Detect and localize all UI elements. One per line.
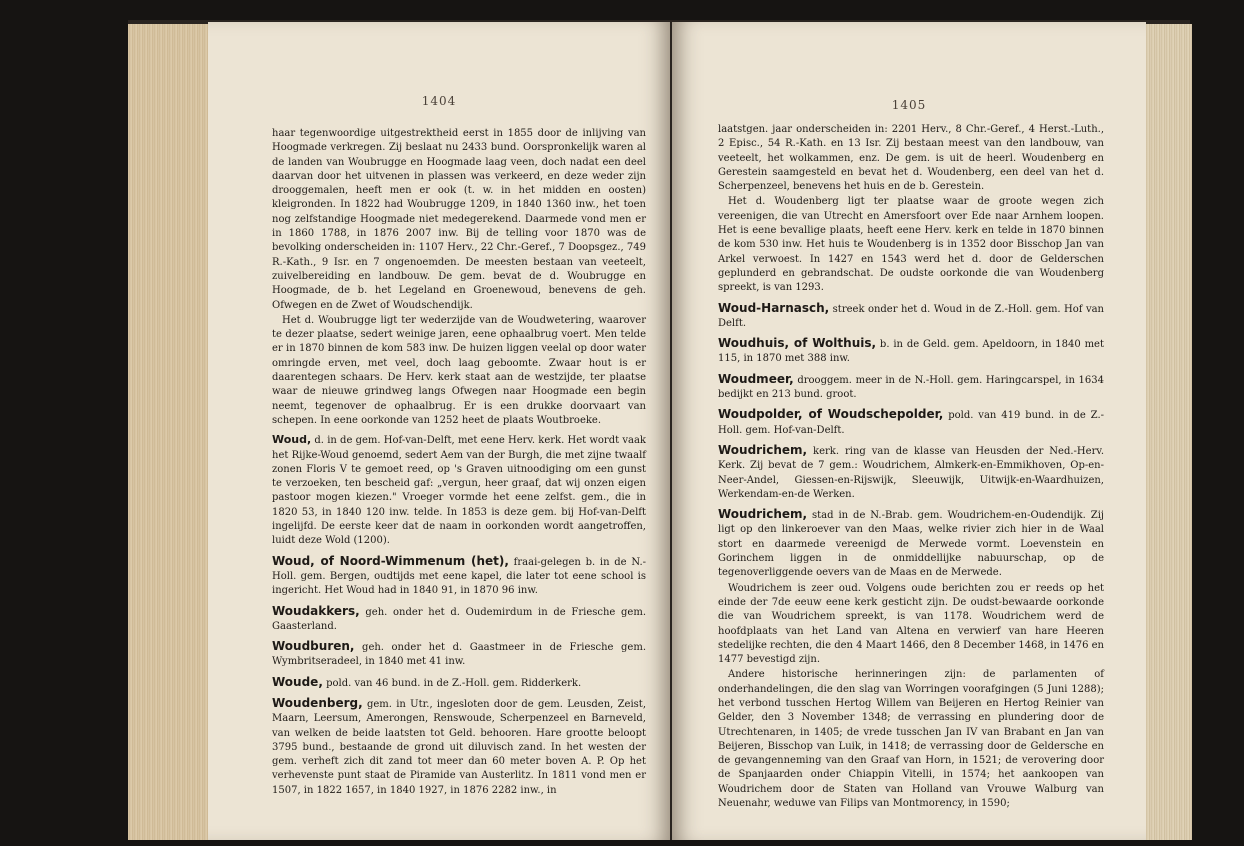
paragraph: haar tegenwoordige uitgestrektheid eerst in 1855 door de inlijving van Hoogmade verkregen. Zij beslaat nu 2433 bund. Oorspronkelijk waren al de landen van Woubrugge en Hoogmade laag veen, doch nadat een deel daarvan door het uitvenen in plassen was verkeerd, en deze weder zijn drooggemalen, heeft men er ook (t. w. in het midden en oosten) kleigronden. In 1822 had Woubrugge 1209, in 1840 1360 inw., het toen nog zelfstandige Hoogmade niet medegerekend. Daarmede vond men er in 1860 1788, in 1876 2007 inw. Bij de telling voor 1870 was de bevolking onderscheiden in: 1107 Herv., 22 Chr.-Geref., 7 Doopsgez., 749 R.-Kath., 9 Isr. en 7 ongenoemden. De meesten bestaan van veeteelt, zuivelbereiding en landbouw. De gem. bevat de d. Woubrugge en Hoogmade, de b. het Legeland en Groenewoud, benevens de geh. Ofwegen en de Zwet of Woudschendijk. bbox=[272, 128, 646, 311]
right-page-edges bbox=[1140, 24, 1192, 840]
entry-woudhuis: Woudhuis, of Wolthuis, b. in de Geld. gem. Apeldoorn, in 1840 met 115, in 1870 met 388 inw. bbox=[718, 336, 1104, 365]
entry-woudburen: Woudburen, geh. onder het d. Gaastmeer in de Friesche gem. Wymbritseradeel, in 1840 met 41 inw. bbox=[272, 639, 646, 668]
page-number: 1405 bbox=[891, 98, 927, 112]
entry-headword: Woud, of Noord-Wimmenum (het), bbox=[272, 553, 509, 568]
entry-headword: Woudmeer, bbox=[718, 371, 794, 386]
entry-headword: Woudhuis, of Wolthuis, bbox=[718, 336, 877, 351]
page-number: 1404 bbox=[421, 94, 457, 108]
paragraph: Woudrichem is zeer oud. Volgens oude berichten zou er reeds op het einde der 7de eeuw eene kerk gesticht zijn. De oudst-bewaarde oorkonde die van Woudrichem spreekt, is van 1178. Woudrichem werd de hoofdplaats van het Land van Altena en verwierf van hare Heeren stedelijke rechten, die den 4 Maart 1466, den 8 December 1468, in 1476 en 1477 bevestigd zijn. bbox=[718, 582, 1104, 666]
entry-headword: Woud, bbox=[272, 433, 312, 447]
entry-woud: Woud, d. in de gem. Hof-van-Delft, met eene Herv. kerk. Het wordt vaak het Rijke-Woud genoemd, sedert Aem van der Burgh, die met zijne twaalf zonen Floris V te gemoet reed, op 's Graven uitnoodiging om een gunst te verzoeken, ten bescheid gaf: „vergun, heer graaf, dat wij onzen eigen pastoor mogen kiezen." Vroeger vormde het eene zelfst. gem., die in 1820 53, in 1840 120 inw. telde. In 1853 is deze gem. bij Hof-van-Delft ingelijfd. De eerste keer dat de naam in oorkonden wordt aangetroffen, luidt deze Wold (1200). bbox=[272, 433, 646, 547]
left-page bbox=[208, 22, 670, 840]
entry-woud-harnasch: Woud-Harnasch, streek onder het d. Woud in de Z.-Holl. gem. Hof van Delft. bbox=[718, 300, 1104, 329]
left-page-text bbox=[272, 126, 646, 798]
entry-woudmeer: Woudmeer, drooggem. meer in de N.-Holl. gem. Haringcarspel, in 1634 bedijkt en 213 bund. groot. bbox=[718, 371, 1104, 401]
entry-headword: Woudburen, bbox=[272, 639, 355, 654]
entry-headword: Woud-Harnasch, bbox=[718, 300, 830, 315]
entry-headword: Woudrichem, bbox=[718, 442, 808, 457]
entry-headword: Woudrichem, bbox=[718, 507, 808, 522]
entry-woudenberg: Woudenberg, gem. in Utr., ingesloten door de gem. Leusden, Zeist, Maarn, Leersum, Amerongen, Renswoude, Scherpenzeel en Barneveld, van welken de beide laatsten tot Geld. behooren. Hare grootte beloopt 3795 bund., bestaande de grond uit diluvisch zand. In het westen der gem. verheft zich dit zand tot meer dan 60 meter boven A. P. Op het verhevenste punt staat de Piramide van Austerlitz. In 1811 vond men er 1507, in 1822 1657, in 1840 1927, in 1876 2282 inw., in bbox=[272, 695, 646, 796]
paragraph: Andere historische herinneringen zijn: de parlamenten of onderhandelingen, die den slag van Worringen voorafgingen (5 Juni 1288); het verbond tusschen Hertog Willem van Beijeren en Hertog Reinier van Gelder, den 3 November 1348; de verrassing en plundering door de Utrechtenaren, in 1405; de vrede tusschen Jan IV van Brabant en Jan van Beijeren, Bisschop van Luik, in 1418; de verrassing door de Geldersche en de gevangenneming van den Graaf van Horn, in 1521; de verovering door de Spanjaarden onder Chiappin Vitelli, in 1574; het aankoopen van Woudrichem door de Staten van Holland van Vrouwe Walburg van Neuenahr, weduwe van Filips van Montmorency, in 1590; bbox=[718, 669, 1104, 810]
entry-headword: Woudakkers, bbox=[272, 603, 360, 618]
right-page-text bbox=[718, 122, 1104, 811]
paragraph: Het d. Woudenberg ligt ter plaatse waar de groote wegen zich vereenigen, die van Utrecht en Amersfoort over Ede naar Arnhem loopen. Het is eene bevallige plaats, heeft eene Herv. kerk en telde in 1870 binnen de kom 530 inw. Het huis te Woudenberg is in 1352 door Bisschop Jan van Arkel verwoest. In 1427 en 1543 werd het d. door de Gelderschen geplunderd en gebrandschat. De oudste oorkonde die van Woudenberg spreekt, is van 1293. bbox=[718, 196, 1104, 294]
entry-headword: Woude, bbox=[272, 674, 323, 689]
entry-woudrichem-stad: Woudrichem, stad in de N.-Brab. gem. Woudrichem-en-Oudendijk. Zij ligt op den linkeroever van den Maas, welke rivier zich hier in de Waal stort en daarmede vereenigd de Merwede vormt. Loevenstein en Gorinchem liggen in de onmiddellijke nabuurschap, op de tegenoverliggende oevers van de Maas en de Merwede. bbox=[718, 507, 1104, 579]
paragraph: Het d. Woubrugge ligt ter wederzijde van de Woudwetering, waarover te dezer plaatse, sedert weinige jaren, eene ophaalbrug voert. Men telde er in 1870 binnen de kom 583 inw. De huizen liggen veelal op door water omringde erven, met veel, doch laag geboomte. Zwaar hout is er daarentegen schaars. De Herv. kerk staat aan de westzijde, ter plaatse waar de nieuwe grindweg langs Ofwegen naar Hoogmade een begin neemt, tegenover de ophaalbrug. Er is een drukke doorvaart van schepen. In eene oorkonde van 1252 heet de plaats Woutbroeke. bbox=[272, 314, 646, 426]
entry-woudrichem-ring: Woudrichem, kerk. ring van de klasse van Heusden der Ned.-Herv. Kerk. Zij bevat de 7 gem.: Woudrichem, Almkerk-en-Emmikhoven, Op-en-Neer-Andel, Giessen-en-Rijswijk, Sleeuwijk, Uitwijk-en-Waardhuizen, Werkendam-en-de Werken. bbox=[718, 442, 1104, 500]
entry-woude: Woude, pold. van 46 bund. in de Z.-Holl. gem. Ridderkerk. bbox=[272, 674, 582, 689]
entry-headword: Woudenberg, bbox=[272, 695, 363, 710]
entry-woud-noord-wimmenum: Woud, of Noord-Wimmenum (het), fraai-gelegen b. in de N.-Holl. gem. Bergen, oudtijds met eene kapel, die later tot eene school is ingericht. Het Woud had in 1840 91, in 1870 96 inw. bbox=[272, 553, 646, 597]
entry-woudakkers: Woudakkers, geh. onder het d. Oudemirdum in de Friesche gem. Gaasterland. bbox=[272, 603, 646, 632]
entry-woudpolder: Woudpolder, of Woudschepolder, pold. van 419 bund. in de Z.-Holl. gem. Hof-van-Delft. bbox=[718, 407, 1105, 436]
paragraph: laatstgen. jaar onderscheiden in: 2201 Herv., 8 Chr.-Geref., 4 Herst.-Luth., 2 Episc., 54 R.-Kath. en 13 Isr. Zij bestaan meest van den landbouw, van veeteelt, het wolkammen, enz. De gem. is uit de heerl. Woudenberg en Gerestein saamgesteld en bevat het d. Woudenberg, een deel van het d. Scherpenzeel, benevens het huis en de b. Gerestein. bbox=[718, 124, 1104, 193]
left-page-edges bbox=[128, 24, 214, 840]
right-page bbox=[672, 22, 1146, 840]
entry-headword: Woudpolder, of Woudschepolder, bbox=[718, 407, 944, 422]
